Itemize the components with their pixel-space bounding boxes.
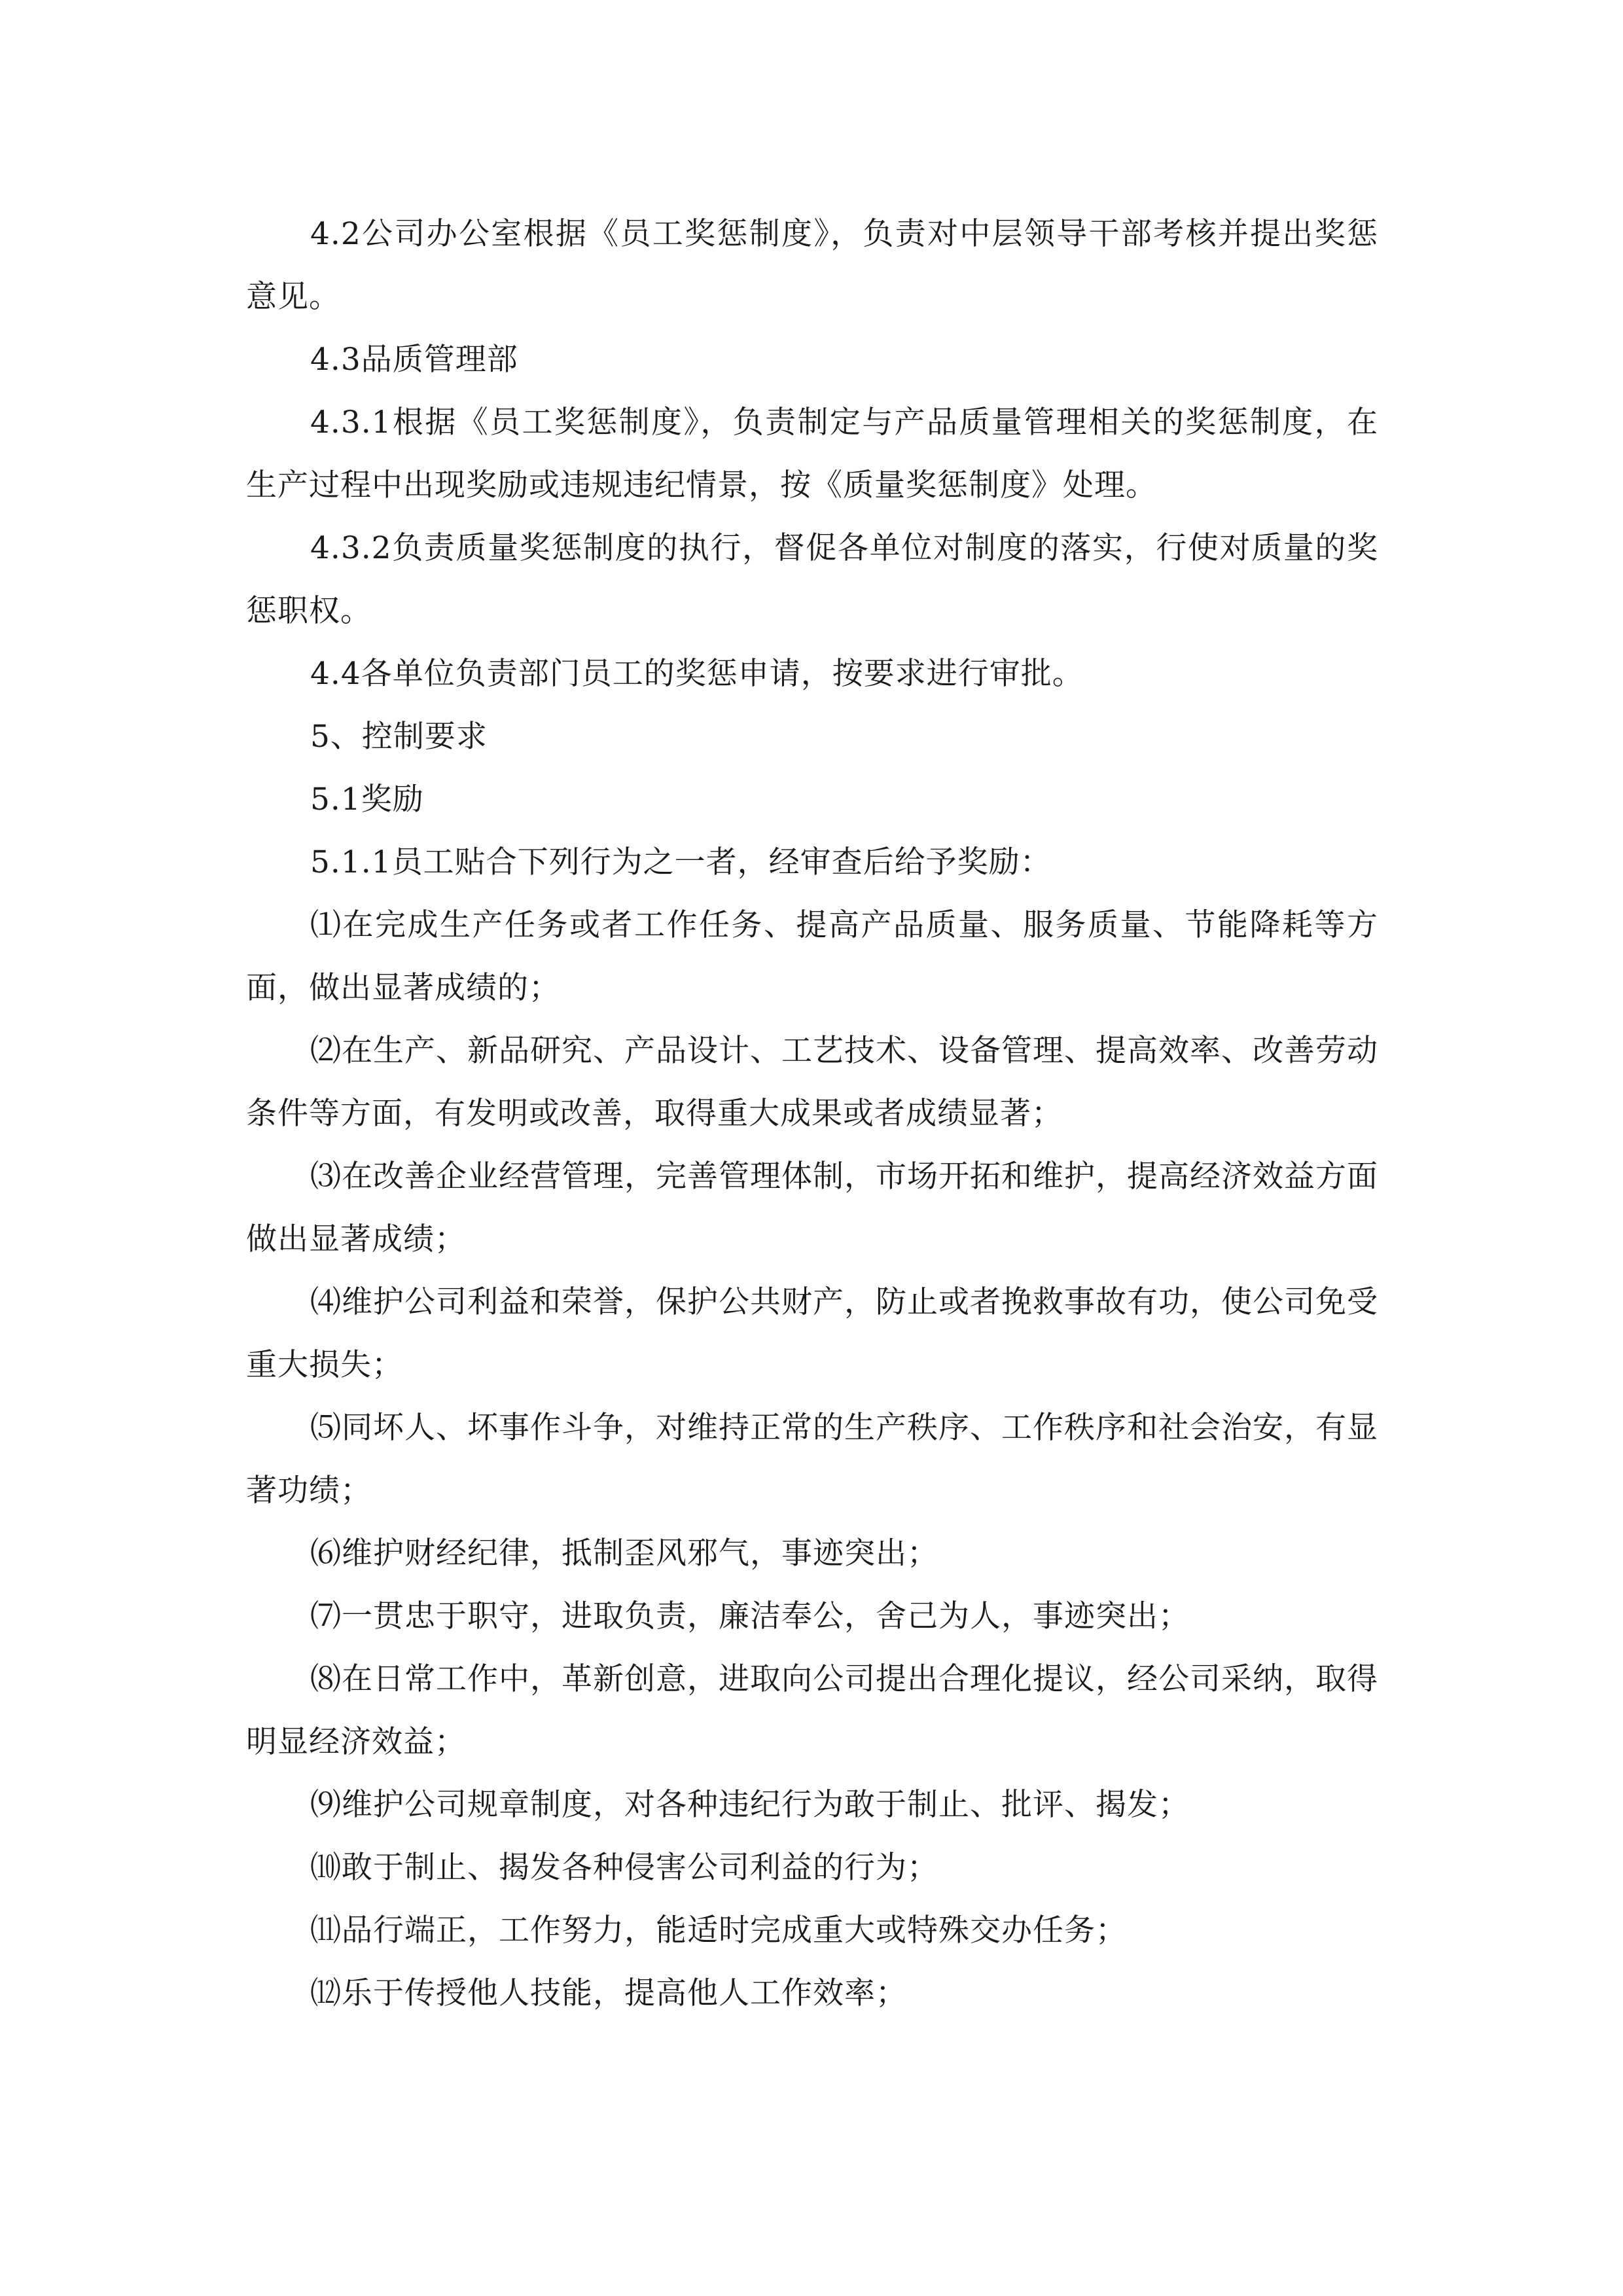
- paragraph-4-2: 4.2公司办公室根据《员工奖惩制度》，负责对中层领导干部考核并提出奖惩意见。: [246, 216, 1378, 315]
- paragraph-4-3-2: 4.3.2负责质量奖惩制度的执行，督促各单位对制度的落实，行使对质量的奖惩职权。: [246, 530, 1378, 629]
- paragraph-4-4: 4.4各单位负责部门员工的奖惩申请，按要求进行审批。: [310, 656, 1084, 692]
- list-item-7: ⑺一贯忠于职守，进取负责，廉洁奉公，舍己为人，事迹突出；: [310, 1598, 1190, 1634]
- list-item-3: ⑶在改善企业经营管理，完善管理体制，市场开拓和维护，提高经济效益方面做出显著成绩；: [246, 1158, 1378, 1257]
- heading-4-3: 4.3品质管理部: [310, 342, 518, 378]
- list-item-8: ⑻在日常工作中，革新创意，进取向公司提出合理化提议，经公司采纳，取得明显经济效益；: [246, 1661, 1378, 1760]
- list-item-2: ⑵在生产、新品研究、产品设计、工艺技术、设备管理、提高效率、改善劳动条件等方面，有发明或改善，取得重大成果或者成绩显著；: [246, 1033, 1378, 1132]
- list-item-9: ⑼维护公司规章制度，对各种违纪行为敢于制止、批评、揭发；: [310, 1787, 1190, 1823]
- paragraph-4-3-1: 4.3.1根据《员工奖惩制度》，负责制定与产品质量管理相关的奖惩制度，在生产过程中出现奖励或违规违纪情景，按《质量奖惩制度》处理。: [246, 404, 1378, 503]
- list-item-12: ⑿乐于传授他人技能，提高他人工作效率；: [310, 1975, 907, 2011]
- list-item-10: ⑽敢于制止、揭发各种侵害公司利益的行为；: [310, 1850, 938, 1886]
- document-body: [246, 203, 1378, 2025]
- paragraph-5-1-1: 5.1.1员工贴合下列行为之一者，经审查后给予奖励：: [310, 844, 1052, 880]
- list-item-5: ⑸同坏人、坏事作斗争，对维持正常的生产秩序、工作秩序和社会治安，有显著功绩；: [246, 1410, 1378, 1509]
- heading-5-1: 5.1奖励: [310, 781, 424, 817]
- list-item-6: ⑹维护财经纪律，抵制歪风邪气，事迹突出；: [310, 1535, 938, 1571]
- list-item-1: ⑴在完成生产任务或者工作任务、提高产品质量、服务质量、节能降耗等方面，做出显著成绩的；: [246, 907, 1378, 1006]
- heading-5: 5、控制要求: [310, 719, 488, 755]
- list-item-4: ⑷维护公司利益和荣誉，保护公共财产，防止或者挽救事故有功，使公司免受重大损失；: [246, 1284, 1378, 1383]
- list-item-11: ⑾品行端正，工作努力，能适时完成重大或特殊交办任务；: [310, 1912, 1127, 1948]
